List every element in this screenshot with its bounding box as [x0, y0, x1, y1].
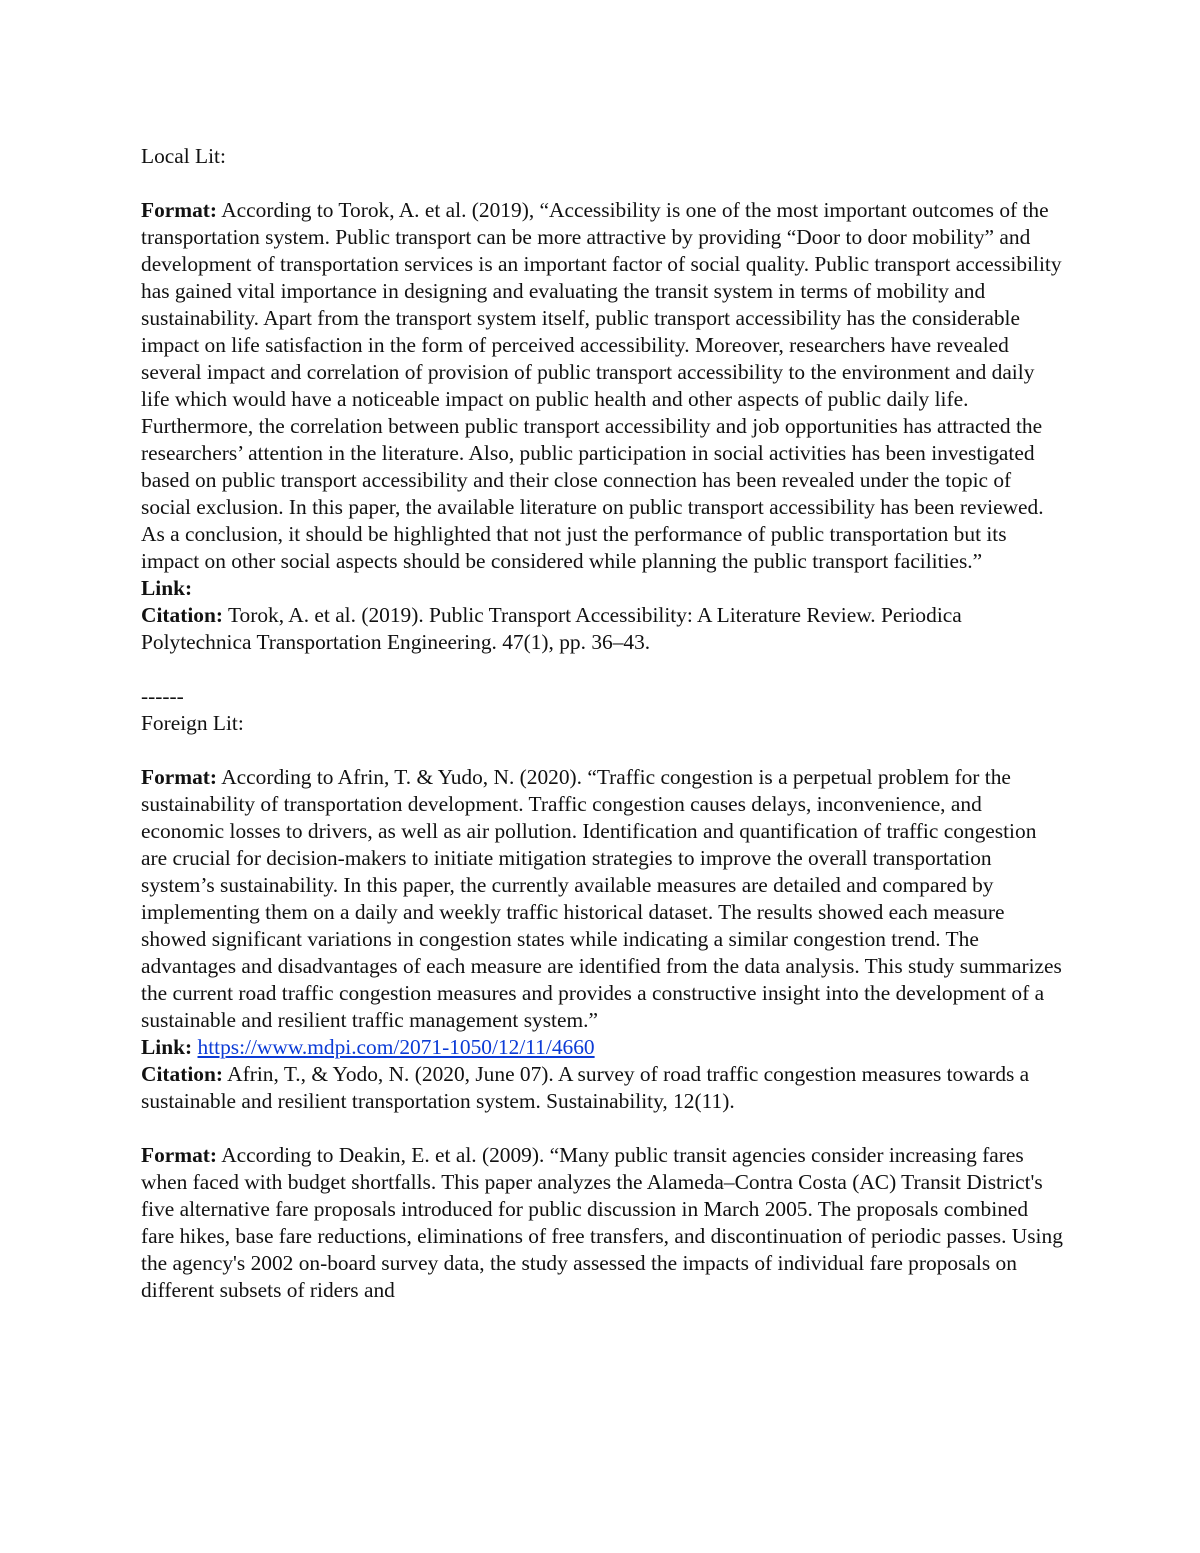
- foreign-link-line-1: [141, 1034, 1066, 1061]
- spacer: [141, 737, 1066, 764]
- spacer: [141, 170, 1066, 197]
- local-link-line: [141, 575, 1066, 602]
- format-label: Format:: [141, 1143, 218, 1167]
- format-label: Format:: [141, 198, 218, 222]
- foreign-lit-heading: Foreign Lit:: [141, 711, 244, 735]
- link-label: Link:: [141, 576, 193, 600]
- link-label: Link:: [141, 1035, 193, 1059]
- spacer: [141, 1115, 1066, 1142]
- format-text: According to Deakin, E. et al. (2009). “Many public transit agencies consider increasing fares when faced with budget shortfalls. This paper analyzes the Alameda–Contra Costa (AC) Transit District's five alternative fare proposals introduced for public discussion in March 2005. The proposals combined fare hikes, base fare reductions, eliminations of free transfers, and discontinuation of periodic passes. Using the agency's 2002 on-board survey data, the study assessed the impacts of individual fare proposals on different subsets of riders and: [141, 1143, 1063, 1302]
- local-format-paragraph: [141, 197, 1066, 575]
- citation-text: Afrin, T., & Yodo, N. (2020, June 07). A survey of road traffic congestion measures towards a sustainable and resilient transportation system. Sustainability, 12(11).: [141, 1062, 1030, 1113]
- format-label: Format:: [141, 765, 218, 789]
- foreign-format-paragraph-1: [141, 764, 1066, 1034]
- foreign-citation-paragraph-1: [141, 1061, 1066, 1115]
- local-citation-paragraph: [141, 602, 1066, 656]
- citation-text: Torok, A. et al. (2019). Public Transport Accessibility: A Literature Review. Periodica Polytechnica Transportation Engineering. 47(1), pp. 36–43.: [141, 603, 962, 654]
- citation-label: Citation:: [141, 603, 223, 627]
- section-separator: ------: [141, 684, 184, 708]
- document-page: [141, 143, 1066, 1304]
- local-lit-heading: Local Lit:: [141, 144, 226, 168]
- format-text: According to Torok, A. et al. (2019), “Accessibility is one of the most important outcomes of the transportation system. Public transport can be more attractive by providing “Door to door mobility” and development of transportation services is an important factor of social quality. Public transport accessibility has gained vital importance in designing and evaluating the transit system in terms of mobility and sustainability. Apart from the transport system itself, public transport accessibility has the considerable impact on life satisfaction in the form of perceived accessibility. Moreover, researchers have revealed several impact and correlation of provision of public transport accessibility to the environment and daily life which would have a noticeable impact on public health and other aspects of public daily life. Furthermore, the correlation between public transport accessibility and job opportunities has attracted the researchers’ attention in the literature. Also, public participation in social activities has been investigated based on public transport accessibility and their close connection has been revealed under the topic of social exclusion. In this paper, the available literature on public transport accessibility has been reviewed. As a conclusion, it should be highlighted that not just the performance of public transportation but its impact on other social aspects should be considered while planning the public transport facilities.”: [141, 198, 1062, 573]
- format-text: According to Afrin, T. & Yudo, N. (2020). “Traffic congestion is a perpetual problem for the sustainability of transportation development. Traffic congestion causes delays, inconvenience, and economic losses to drivers, as well as air pollution. Identification and quantification of traffic congestion are crucial for decision-makers to initiate mitigation strategies to improve the overall transportation system’s sustainability. In this paper, the currently available measures are detailed and compared by implementing them on a daily and weekly traffic historical dataset. The results showed each measure showed significant variations in congestion states while indicating a similar congestion trend. The advantages and disadvantages of each measure are identified from the data analysis. This study summarizes the current road traffic congestion measures and provides a constructive insight into the development of a sustainable and resilient traffic management system.”: [141, 765, 1062, 1032]
- source-link[interactable]: https://www.mdpi.com/2071-1050/12/11/4660: [197, 1035, 595, 1059]
- citation-label: Citation:: [141, 1062, 223, 1086]
- foreign-format-paragraph-2: [141, 1142, 1066, 1304]
- spacer: [141, 656, 1066, 683]
